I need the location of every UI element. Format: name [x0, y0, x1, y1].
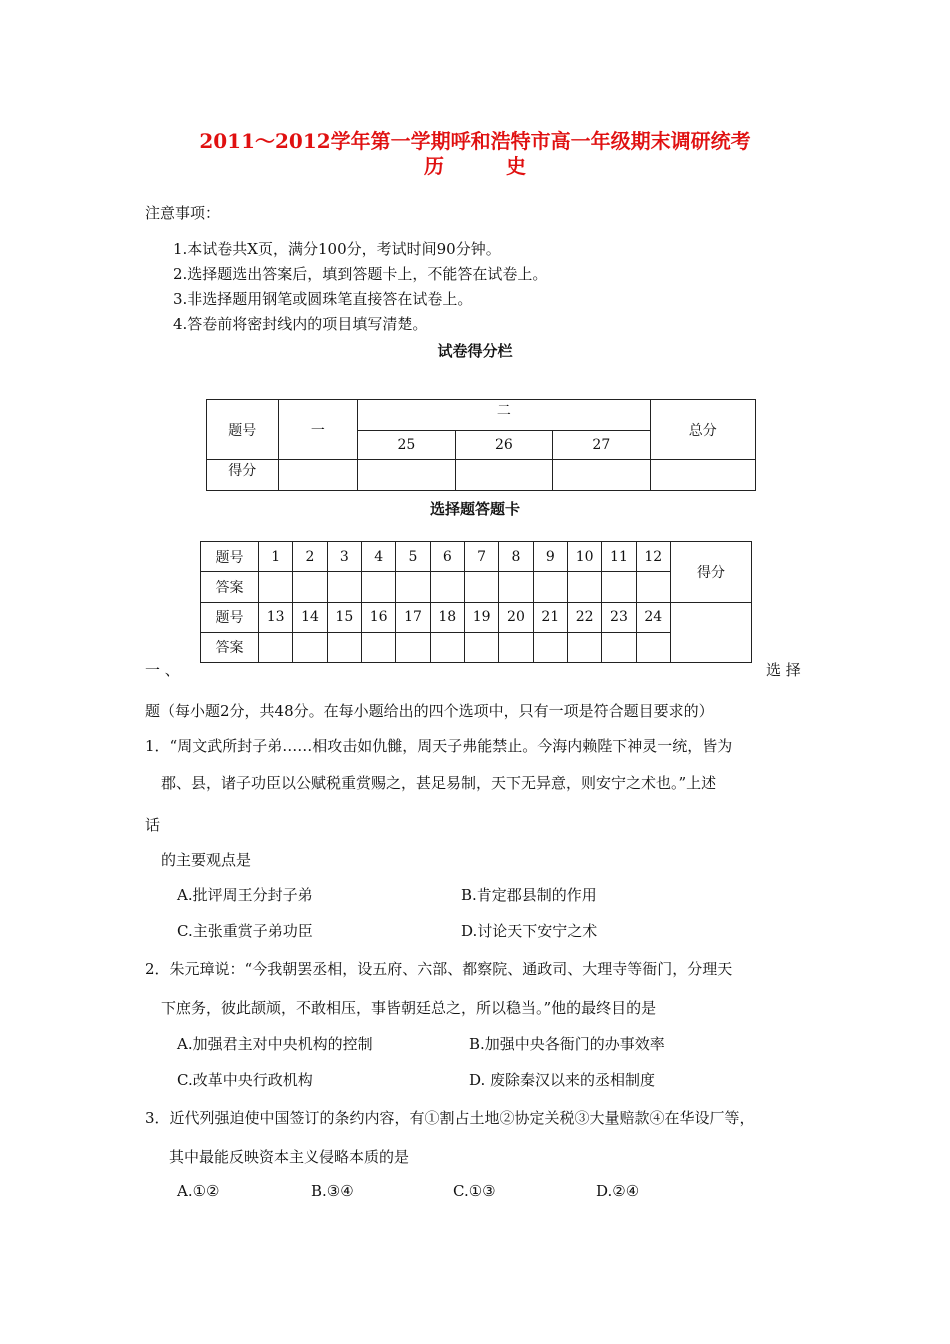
answer-num: 12 — [636, 542, 670, 572]
notice-item-4: 4.答卷前将密封线内的项目填写清楚。 — [173, 315, 428, 333]
score-header-tihao: 题号 — [207, 400, 279, 460]
answer-cell[interactable] — [567, 632, 601, 662]
answer-num: 4 — [361, 542, 395, 572]
q3-line2: 其中最能反映资本主义侵略本质的是 — [169, 1148, 410, 1166]
q1-option-d: D.讨论天下安宁之术 — [461, 922, 598, 940]
answer-num: 2 — [293, 542, 327, 572]
answer-num: 5 — [396, 542, 430, 572]
answer-cell[interactable] — [602, 632, 636, 662]
answer-num: 14 — [293, 602, 327, 632]
q3-option-b: B.③④ — [311, 1182, 354, 1200]
q1-line2: 郡、县，诸子功臣以公赋税重赏赐之，甚足易制，天下无异意，则安宁之术也。”上述 — [161, 774, 717, 792]
answer-cell[interactable] — [533, 572, 567, 602]
answer-num: 1 — [259, 542, 293, 572]
answer-label-answer-2: 答案 — [201, 632, 259, 662]
answer-num: 6 — [430, 542, 464, 572]
answer-num: 16 — [361, 602, 395, 632]
answer-cell[interactable] — [464, 632, 498, 662]
answer-cell[interactable] — [430, 632, 464, 662]
exam-title: 2011～2012学年第一学期呼和浩特市高一年级期末调研统考 — [199, 129, 751, 153]
score-row-defen: 得分 — [207, 460, 279, 491]
answer-num: 22 — [567, 602, 601, 632]
answer-cell[interactable] — [636, 572, 670, 602]
notice-heading: 注意事项： — [145, 204, 221, 222]
subject-char-2: 史 — [506, 154, 526, 178]
section1-left: 一 、 — [145, 661, 180, 679]
answer-card-caption: 选择题答题卡 — [429, 500, 520, 518]
notice-item-1: 1.本试卷共X页，满分100分，考试时间90分钟。 — [173, 240, 501, 258]
answer-num: 3 — [327, 542, 361, 572]
notice-item-3: 3.非选择题用钢笔或圆珠笔直接答在试卷上。 — [173, 290, 473, 308]
score-cell-yi[interactable] — [278, 460, 358, 491]
answer-cell[interactable] — [464, 572, 498, 602]
section1-right: 选 择 — [766, 661, 801, 679]
score-table-caption: 试卷得分栏 — [437, 342, 513, 360]
q3-line1: 3．近代列强迫使中国签订的条约内容，有①割占土地②协定关税③大量赔款④在华设厂等， — [145, 1109, 755, 1127]
answer-card-table — [200, 541, 752, 663]
answer-cell[interactable] — [259, 572, 293, 602]
answer-cell[interactable] — [293, 632, 327, 662]
q1-line4: 的主要观点是 — [161, 851, 252, 869]
score-header-er: 二 — [358, 400, 650, 431]
score-cell-total[interactable] — [650, 460, 755, 491]
answer-cell[interactable] — [327, 632, 361, 662]
q1-option-a: A.批评周王分封子弟 — [177, 886, 313, 904]
answer-cell[interactable] — [361, 632, 395, 662]
score-header-total: 总分 — [650, 400, 755, 460]
answer-num: 17 — [396, 602, 430, 632]
answer-label-tihao-2: 题号 — [201, 602, 259, 632]
q1-line1: 1．“周文武所封子弟……相攻击如仇雠，周天子弗能禁止。今海内赖陛下神灵一统，皆为 — [145, 737, 733, 755]
q1-line3: 话 — [145, 816, 161, 834]
answer-cell[interactable] — [293, 572, 327, 602]
answer-score-cell[interactable] — [671, 602, 752, 663]
answer-cell[interactable] — [636, 632, 670, 662]
score-header-26: 26 — [455, 431, 552, 460]
answer-label-answer-1: 答案 — [201, 572, 259, 602]
answer-num: 9 — [533, 542, 567, 572]
q2-option-b: B.加强中央各衙门的办事效率 — [469, 1035, 665, 1053]
score-header-25: 25 — [358, 431, 455, 460]
answer-num: 7 — [464, 542, 498, 572]
notice-item-2: 2.选择题选出答案后，填到答题卡上，不能答在试卷上。 — [173, 265, 548, 283]
answer-num: 20 — [499, 602, 533, 632]
answer-num: 24 — [636, 602, 670, 632]
answer-num: 23 — [602, 602, 636, 632]
answer-cell[interactable] — [396, 572, 430, 602]
q2-option-a: A.加强君主对中央机构的控制 — [177, 1035, 373, 1053]
answer-cell[interactable] — [499, 572, 533, 602]
q1-option-c: C.主张重赏子弟功臣 — [177, 922, 313, 940]
answer-cell[interactable] — [602, 572, 636, 602]
answer-cell[interactable] — [567, 572, 601, 602]
q3-option-d: D.②④ — [596, 1182, 640, 1200]
answer-num: 8 — [499, 542, 533, 572]
answer-num: 18 — [430, 602, 464, 632]
answer-num: 10 — [567, 542, 601, 572]
q3-option-a: A.①② — [177, 1182, 220, 1200]
answer-cell[interactable] — [430, 572, 464, 602]
section1-instructions: 题（每小题2分，共48分。在每小题给出的四个选项中，只有一项是符合题目要求的） — [145, 702, 714, 720]
score-header-27: 27 — [553, 431, 650, 460]
answer-cell[interactable] — [533, 632, 567, 662]
q2-option-d: D. 废除秦汉以来的丞相制度 — [469, 1071, 656, 1089]
score-cell-26[interactable] — [455, 460, 552, 491]
answer-num: 11 — [602, 542, 636, 572]
answer-label-score: 得分 — [671, 542, 752, 603]
q2-line2: 下庶务，彼此颉颃，不敢相压，事皆朝廷总之，所以稳当。”他的最终目的是 — [161, 999, 657, 1017]
score-cell-27[interactable] — [553, 460, 650, 491]
q2-line1: 2．朱元璋说：“今我朝罢丞相，设五府、六部、都察院、通政司、大理寺等衙门，分理天 — [145, 960, 733, 978]
q1-option-b: B.肯定郡县制的作用 — [461, 886, 597, 904]
answer-num: 19 — [464, 602, 498, 632]
answer-num: 13 — [259, 602, 293, 632]
answer-cell[interactable] — [396, 632, 430, 662]
answer-num: 15 — [327, 602, 361, 632]
score-header-yi: 一 — [278, 400, 358, 460]
answer-cell[interactable] — [327, 572, 361, 602]
answer-cell[interactable] — [499, 632, 533, 662]
q3-option-c: C.①③ — [453, 1182, 496, 1200]
answer-label-tihao-1: 题号 — [201, 542, 259, 572]
q2-option-c: C.改革中央行政机构 — [177, 1071, 313, 1089]
answer-cell[interactable] — [361, 572, 395, 602]
answer-cell[interactable] — [259, 632, 293, 662]
score-cell-25[interactable] — [358, 460, 455, 491]
subject-char-1: 历 — [424, 154, 444, 178]
score-table — [206, 399, 756, 491]
answer-num: 21 — [533, 602, 567, 632]
